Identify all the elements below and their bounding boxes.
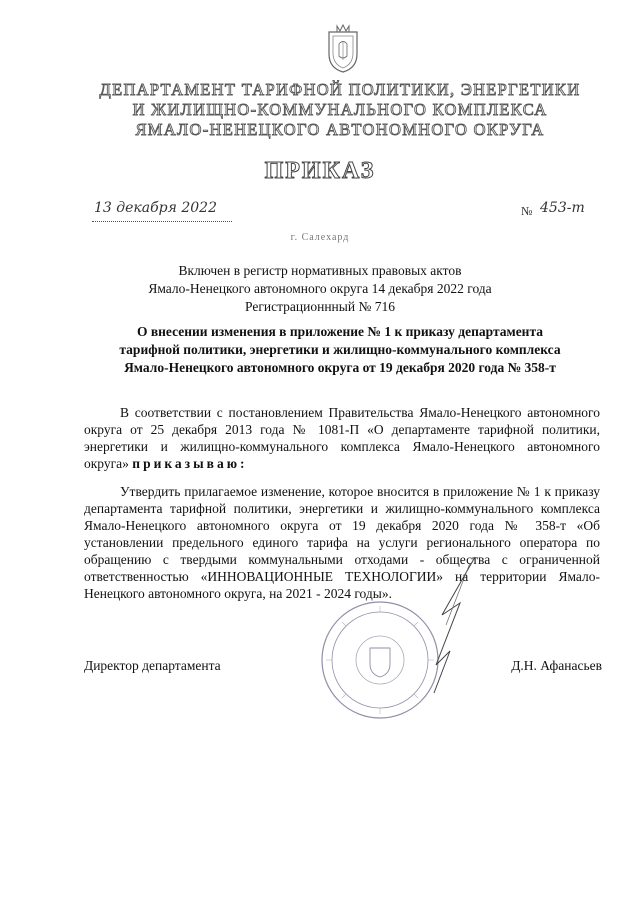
- subject-line-2: тарифной политики, энергетики и жилищно-коммунального комплекса: [119, 342, 561, 357]
- official-seal-stamp: [318, 598, 442, 722]
- subject-line-3: Ямало-Ненецкого автономного округа от 19 декабря 2020 года № 358-т: [124, 360, 556, 375]
- header-line-2: И ЖИЛИЩНО-КОММУНАЛЬНОГО КОМПЛЕКСА: [132, 100, 548, 119]
- registration-block: [0, 262, 640, 316]
- registration-line-1: Включен в регистр нормативных правовых актов: [178, 263, 462, 278]
- order-subject: [100, 323, 580, 377]
- city: г. Салехард: [290, 232, 350, 243]
- header-line-1: ДЕПАРТАМЕНТ ТАРИФНОЙ ПОЛИТИКИ, ЭНЕРГЕТИКИ: [99, 80, 581, 99]
- handwritten-date: 13 декабря 2022: [94, 200, 217, 216]
- handwritten-signature: [430, 555, 480, 695]
- order-text: Утвердить прилагаемое изменение, которое вносится в приложение № 1 к приказу департамента тарифной политики, энергетики и жилищно-коммунального комплекса Ямало-Ненецкого автономного округа от 19 декабря 2020 года № 358-т «Об установлении предельного единого тарифа на услуги регионального оператора по обращению с твердыми коммунальными отходами - общества с ограниченной ответственностью «ИННОВАЦИОННЫЕ ТЕХНОЛОГИИ» на территории Ямало-Ненецкого автономного округа, на 2021 - 2024 годы».: [84, 484, 600, 601]
- coat-of-arms-emblem: [321, 24, 365, 74]
- preamble-paragraph: [84, 404, 600, 472]
- subject-line-1: О внесении изменения в приложение № 1 к приказу департамента: [136, 324, 544, 339]
- registration-line-3: Регистрационнный № 716: [245, 299, 395, 314]
- preamble-text: В соответствии с постановлением Правительства Ямало-Ненецкого автономного округа от 25 декабря 2013 года № 1081-П «О департаменте тарифной политики, энергетики и жилищно-коммунального комплекса Ямало-Ненецкого автономного округа»: [84, 405, 600, 471]
- handwritten-number: 453-т: [540, 200, 585, 216]
- registration-line-2: Ямало-Ненецкого автономного округа 14 декабря 2022 года: [148, 281, 492, 296]
- number-label: №: [521, 204, 533, 218]
- document-title: ПРИКАЗ: [264, 158, 376, 184]
- signatory-name: Д.Н. Афанасьев: [511, 658, 602, 673]
- order-word: приказываю:: [132, 456, 248, 471]
- order-paragraph: [84, 483, 600, 602]
- signatory-position: Директор департамента: [84, 658, 221, 673]
- header-line-3: ЯМАЛО-НЕНЕЦКОГО АВТОНОМНОГО ОКРУГА: [135, 120, 545, 139]
- department-header: [60, 80, 620, 140]
